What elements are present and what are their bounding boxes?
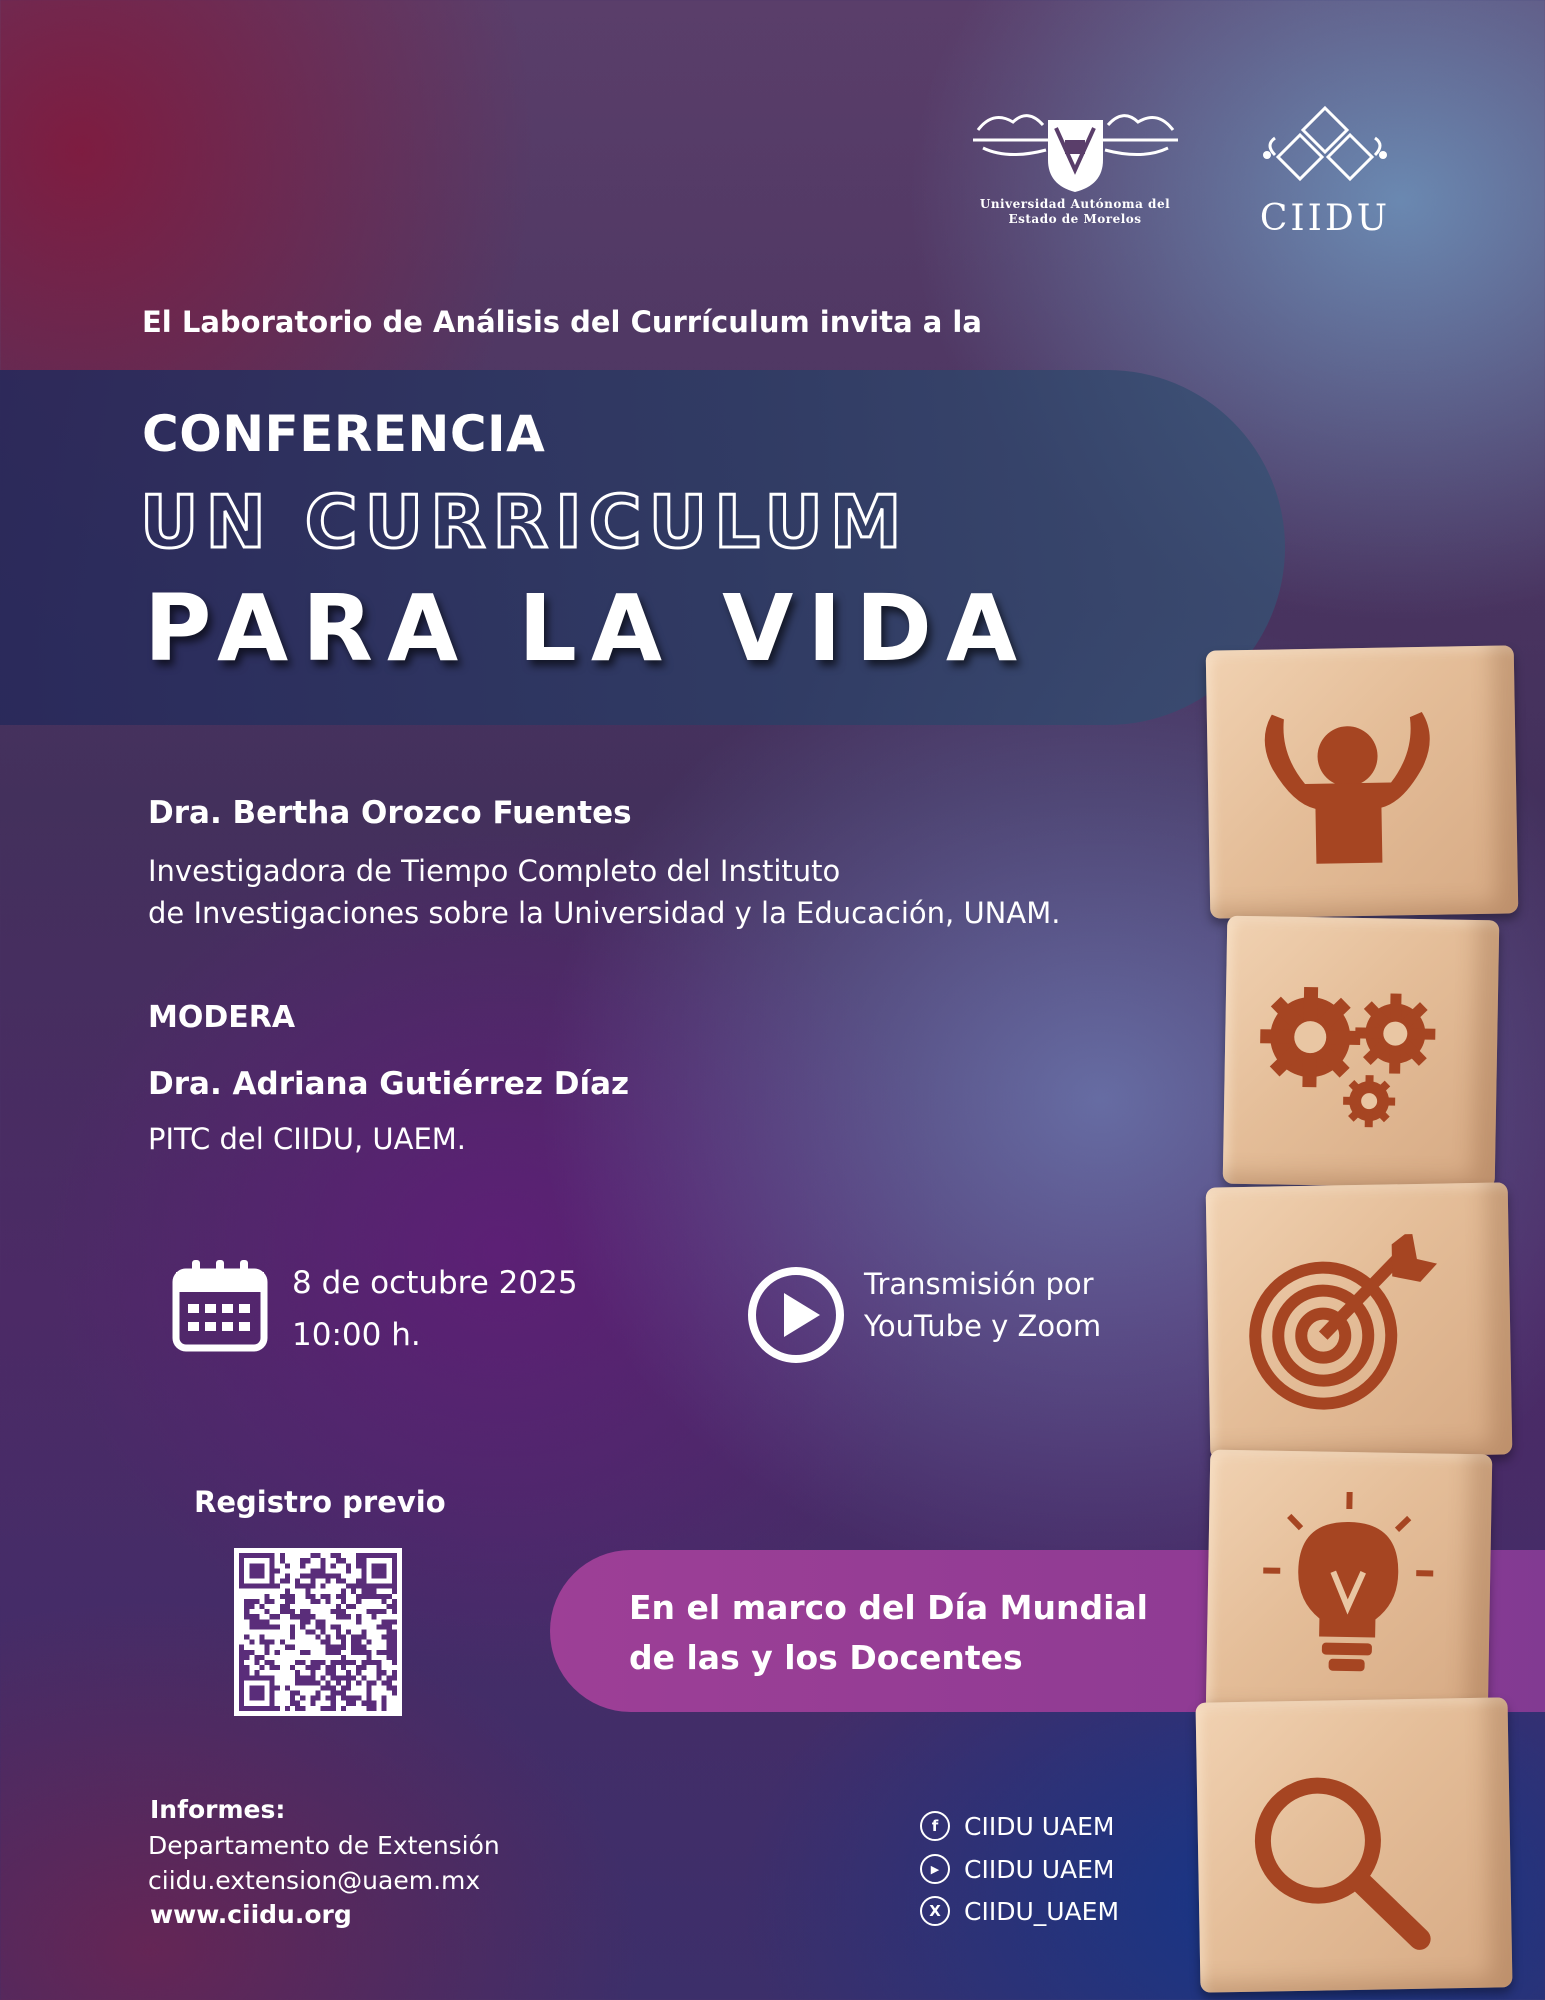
social-label: CIIDU UAEM (964, 1854, 1115, 1884)
event-title-line2: PARA LA VIDA (144, 575, 1032, 682)
moderator-label: MODERA (148, 1000, 296, 1035)
wood-block-search (1195, 1697, 1512, 1992)
registration-label: Registro previo (194, 1485, 446, 1519)
broadcast-line1: Transmisión por (864, 1267, 1094, 1301)
ciidu-knot-icon (1255, 100, 1395, 200)
moderator-description: PITC del CIIDU, UAEM. (148, 1122, 467, 1156)
moderator-name: Dra. Adriana Gutiérrez Díaz (148, 1066, 630, 1102)
uaem-logo (960, 100, 1190, 227)
calendar-icon (172, 1260, 268, 1356)
info-department: Departamento de Extensión (148, 1831, 500, 1860)
magnifier-icon (1237, 1759, 1440, 1962)
event-time: 10:00 h. (292, 1317, 421, 1353)
person-arms-up-icon (1252, 697, 1445, 870)
social-youtube[interactable] (920, 1852, 1220, 1886)
uaem-crest-icon (968, 100, 1183, 195)
x-icon: X (920, 1896, 950, 1926)
invitation-line: El Laboratorio de Análisis del Currículum invita a la (142, 305, 982, 339)
social-label: CIIDU_UAEM (964, 1896, 1120, 1926)
gears-icon (1253, 981, 1456, 1144)
wood-block-achiever (1206, 645, 1519, 918)
info-email[interactable]: ciidu.extension@uaem.mx (148, 1866, 481, 1895)
social-x[interactable] (920, 1894, 1220, 1928)
highlight-text: En el marco del Día Mundial de las y los Docentes (629, 1588, 1148, 1677)
play-icon (746, 1265, 846, 1369)
broadcast-line2: YouTube y Zoom (864, 1309, 1102, 1343)
wood-block-idea (1206, 1450, 1493, 1723)
ciidu-logo-text: CIIDU (1259, 198, 1391, 239)
ciidu-logo (1250, 100, 1400, 239)
social-label: CIIDU UAEM (964, 1811, 1115, 1841)
speaker-name: Dra. Bertha Orozco Fuentes (148, 795, 632, 831)
social-facebook[interactable] (920, 1809, 1220, 1843)
registration-qr-code[interactable] (234, 1548, 402, 1716)
lightbulb-icon (1246, 1485, 1449, 1688)
target-icon (1242, 1234, 1445, 1417)
event-datetime (292, 1257, 578, 1361)
speaker-description: Investigadora de Tiempo Completo del Instituto de Investigaciones sobre la Universidad y la Educación, UNAM. (148, 854, 1061, 930)
youtube-icon: ▶ (920, 1854, 950, 1884)
wood-block-gears (1223, 916, 1500, 1189)
info-title: Informes: (150, 1795, 286, 1824)
info-website[interactable]: www.ciidu.org (150, 1900, 352, 1929)
event-date: 8 de octubre 2025 (292, 1265, 578, 1301)
university-name: Universidad Autónoma del Estado de Morelos (979, 197, 1171, 226)
broadcast-info (864, 1263, 1101, 1347)
event-type: CONFERENCIA (142, 405, 546, 463)
wood-block-target (1206, 1182, 1513, 1459)
facebook-icon: f (920, 1811, 950, 1841)
event-title-line1: UN CURRICULUM (140, 480, 909, 564)
